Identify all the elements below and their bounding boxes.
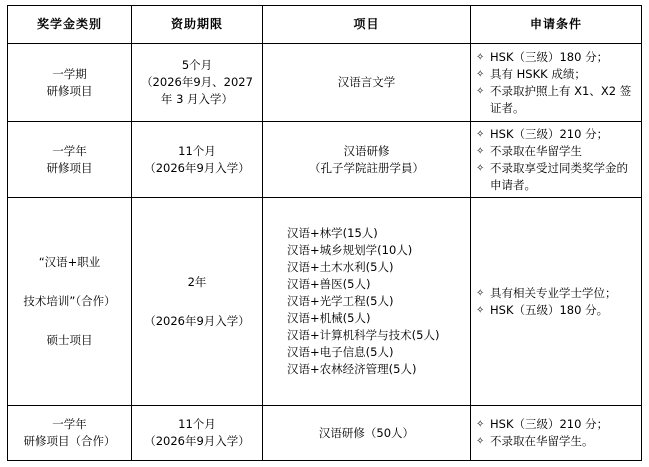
program-item: 汉语+土木水利(5人) bbox=[287, 260, 394, 274]
text-line: 汉语研修 bbox=[343, 143, 390, 158]
bullet-icon: ✧ bbox=[476, 436, 485, 447]
row3-duration bbox=[132, 198, 262, 405]
text-line: 研修项目 bbox=[46, 160, 93, 175]
program-item: 汉语+光学工程(5人) bbox=[287, 294, 394, 308]
row1-program bbox=[263, 44, 470, 121]
text-line: “汉语+职业 bbox=[38, 255, 101, 269]
condition-text: HSK（三级）180 分； bbox=[490, 49, 609, 64]
row3-program bbox=[287, 198, 467, 405]
row1-category bbox=[8, 44, 131, 121]
program-item: 汉语+农林经济管理(5人) bbox=[287, 362, 417, 376]
condition-text: 不录取享受过同类奖学金的申请者。 bbox=[490, 160, 628, 192]
text-line: 研修项目（合作） bbox=[23, 434, 116, 448]
condition-text: 具有 HSKK 成绩； bbox=[490, 66, 586, 81]
text-line: 技术培训”（合作） bbox=[23, 294, 116, 308]
condition-item bbox=[476, 66, 586, 83]
row2-conditions bbox=[476, 122, 638, 197]
row1-conditions bbox=[476, 44, 638, 121]
col-divider bbox=[470, 5, 471, 461]
bullet-icon: ✧ bbox=[476, 145, 485, 157]
program-item: 汉语+林学(15人) bbox=[287, 226, 378, 240]
row1-duration bbox=[132, 44, 262, 121]
header-program: 项目 bbox=[353, 17, 380, 31]
row4-category bbox=[8, 406, 131, 460]
bullet-icon: ✧ bbox=[476, 85, 485, 97]
row2-program bbox=[263, 122, 470, 197]
row3-category bbox=[8, 198, 131, 405]
row2-category bbox=[8, 122, 131, 197]
text-line: （2026年9月、2027 bbox=[141, 75, 253, 89]
text-line: 一学年 bbox=[52, 417, 87, 431]
bullet-icon: ✧ bbox=[476, 304, 485, 316]
text-line: 5个月 bbox=[181, 58, 213, 72]
condition-item bbox=[476, 160, 638, 194]
text-line: 2年 bbox=[187, 274, 207, 289]
text-line: 汉语研修（50人） bbox=[318, 425, 415, 440]
bullet-icon: ✧ bbox=[476, 68, 485, 80]
text-line: （2026年9月入学） bbox=[144, 434, 250, 448]
condition-text: HSK（五级）180 分。 bbox=[490, 302, 609, 317]
program-item: 汉语+计算机科学与技术(5人) bbox=[287, 328, 440, 342]
text-line: 11个月 bbox=[178, 417, 216, 431]
text-line: （孔子学院註册学員） bbox=[309, 160, 424, 175]
condition-item bbox=[476, 416, 608, 433]
bullet-icon: ✧ bbox=[476, 51, 485, 63]
row4-duration bbox=[132, 406, 262, 460]
condition-item bbox=[476, 83, 638, 117]
condition-text: 具有相关专业学士学位； bbox=[490, 285, 617, 300]
bullet-icon: ✧ bbox=[476, 162, 485, 174]
header-conditions: 申请条件 bbox=[529, 17, 582, 31]
row3-conditions bbox=[476, 198, 638, 405]
program-item: 汉语+电子信息(5人) bbox=[287, 345, 394, 359]
condition-text: HSK（三级）210 分； bbox=[490, 126, 609, 141]
text-line: 汉语言文学 bbox=[337, 75, 396, 89]
text-line: 年 3 月入学） bbox=[160, 92, 234, 106]
condition-text: 不录取在华留学生 bbox=[490, 143, 582, 158]
text-line: 一学年 bbox=[52, 143, 87, 158]
condition-item bbox=[476, 285, 617, 302]
row2-duration bbox=[132, 122, 262, 197]
bullet-icon: ✧ bbox=[476, 419, 485, 430]
text-line: 一学期 bbox=[52, 66, 87, 81]
text-line: （2026年9月入学） bbox=[144, 313, 250, 328]
condition-item bbox=[476, 302, 608, 319]
text-line: 研修项目 bbox=[46, 83, 93, 98]
program-item: 汉语+兽医(5人) bbox=[287, 277, 371, 291]
program-item: 汉语+城乡规划学(10人) bbox=[287, 243, 413, 257]
bullet-icon: ✧ bbox=[476, 287, 485, 299]
condition-text: 不录取在华留学生。 bbox=[490, 434, 594, 448]
condition-item bbox=[476, 126, 608, 143]
condition-text: 不录取护照上有 X1、X2 签证者。 bbox=[490, 83, 632, 115]
text-line: （2026年9月入学） bbox=[144, 160, 250, 175]
row4-conditions bbox=[476, 406, 638, 460]
row4-program bbox=[263, 406, 470, 460]
program-item: 汉语+机械(5人) bbox=[287, 311, 371, 325]
condition-item bbox=[476, 49, 608, 66]
text-line: 硕士项目 bbox=[46, 333, 93, 347]
header-category: 奖学金类别 bbox=[36, 17, 102, 31]
condition-text: HSK（三级）210 分； bbox=[490, 417, 609, 431]
text-line: 11个月 bbox=[178, 143, 216, 158]
table-border-right bbox=[641, 5, 642, 461]
condition-item bbox=[476, 433, 594, 450]
header-duration: 资助期限 bbox=[170, 17, 223, 31]
bullet-icon: ✧ bbox=[476, 128, 485, 140]
table-border-bottom bbox=[7, 460, 642, 461]
condition-item bbox=[476, 143, 582, 160]
